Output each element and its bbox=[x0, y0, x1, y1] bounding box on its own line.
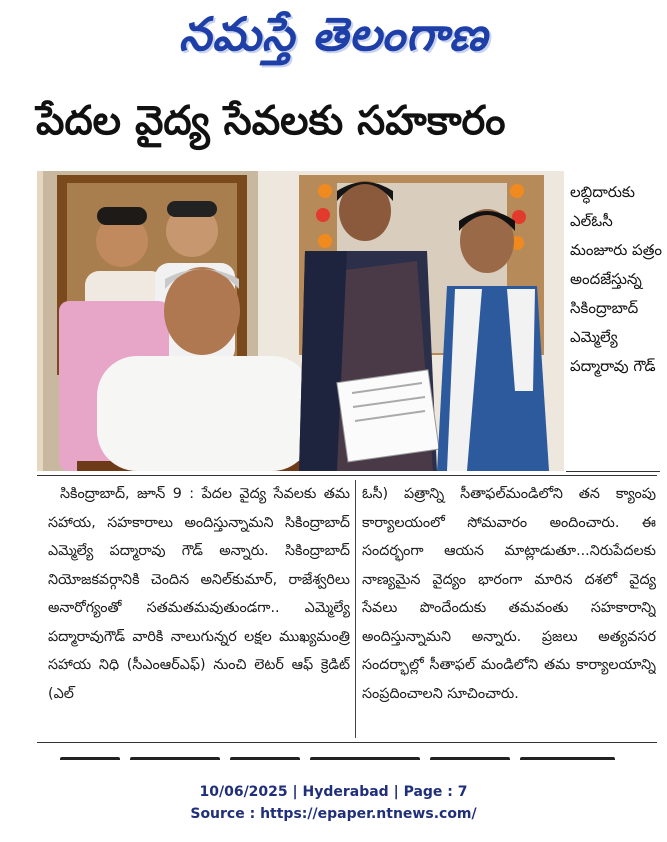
photo-caption: లబ్ధిదారుకు ఎల్‌ఓసీ మంజూరు పత్రం అందజేస్తున్న సికింద్రాబాద్ ఎమ్మెల్యే పద్మారావు గౌడ్ bbox=[570, 183, 662, 375]
masthead-title: నమస్తే తెలంగాణ bbox=[178, 7, 489, 61]
caption-divider bbox=[566, 471, 660, 472]
headline-text: పేదల వైద్య సేవలకు సహకారం bbox=[36, 98, 506, 144]
footer-date-edition: 10/06/2025 | Hyderabad | Page : 7 bbox=[199, 784, 468, 800]
news-photo bbox=[37, 171, 564, 471]
newspaper-masthead bbox=[0, 0, 667, 80]
footer-source: Source : https://epaper.ntnews.com/ bbox=[190, 806, 477, 822]
column-divider bbox=[355, 480, 356, 738]
photo-illustration bbox=[37, 171, 564, 471]
truncated-next-article bbox=[60, 748, 650, 760]
article-top-rule bbox=[37, 475, 657, 476]
article-bottom-rule bbox=[37, 742, 657, 743]
article-column-right: ఓసీ) పత్రాన్ని సీతాఫల్‌మండిలోని తన క్యాంపు కార్యాలయంలో సోమవారం అందించారు. ఈ సందర్భంగా ఆయన మాట్లాడుతూ...నిరుపేదలకు నాణ్యమైన వైద్యం భారంగా మారిన దశలో వైద్య సేవలు పొందేందుకు తమవంతు సహకారాన్ని అందిస్తున్నామని అన్నారు. ప్రజలు అత్యవసర సందర్భాల్లో సీతాఫల్ మండిలోని తమ కార్యాలయాన్ని సంప్రదించాలని సూచించారు. bbox=[362, 486, 656, 702]
article-column-left: సికింద్రాబాద్, జూన్ 9 : పేదల వైద్య సేవలకు తమ సహాయ, సహకారాలు అందిస్తున్నామని సికింద్రాబాద్ ఎమ్మెల్యే పద్మారావు గౌడ్ అన్నారు. సికింద్రాబాద్ నియోజకవర్గానికి చెందిన అనిల్‌కుమార్, రాజేశ్వరిలు అనారోగ్యంతో సతమతమవుతుండగా.. ఎమ్మెల్యే పద్మారావుగౌడ్ వారికి నాలుగున్నర లక్షల ముఖ్యమంత్రి సహాయ నిధి (సీఎంఆర్‌ఎఫ్) నుంచి లెటర్ ఆఫ్ క్రెడిట్ (ఎల్ bbox=[48, 486, 350, 702]
article-headline bbox=[36, 90, 656, 162]
